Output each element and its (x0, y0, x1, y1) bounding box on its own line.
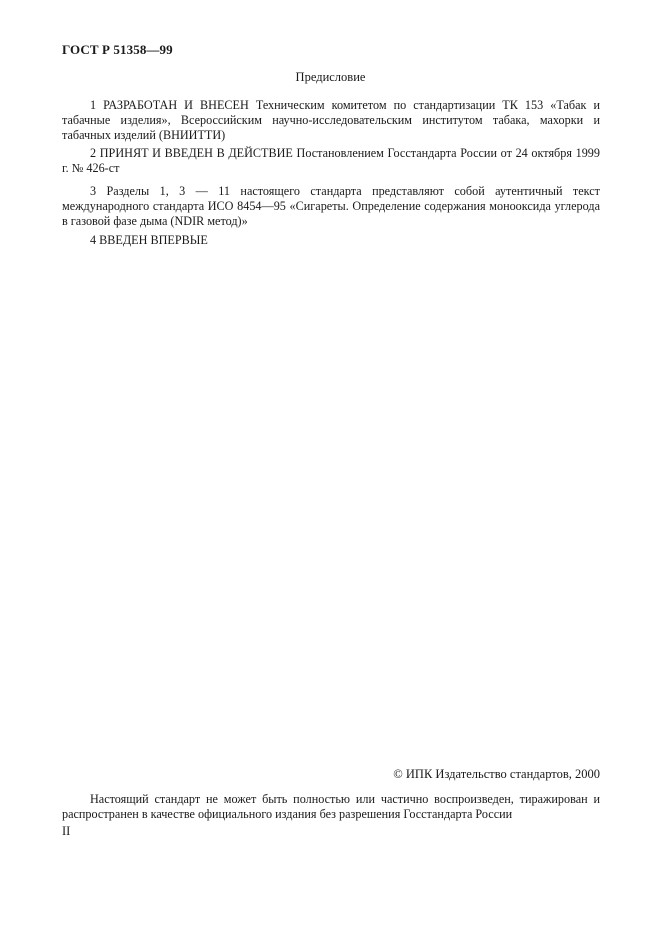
foreword-paragraph-1: 1 РАЗРАБОТАН И ВНЕСЕН Техническим комитетом по стандартизации ТК 153 «Табак и табачные изделия», Всероссийским научно-исследовательским институтом табака, махорки и табачных изделий (ВНИИТТИ) (62, 98, 600, 142)
foreword-title: Предисловие (295, 70, 366, 84)
reproduction-notice: Настоящий стандарт не может быть полностью или частично воспроизведен, тиражирован и распространен в качестве официального издания без разрешения Госстандарта России (62, 792, 600, 821)
foreword-paragraph-3: 3 Разделы 1, 3 — 11 настоящего стандарта представляют собой аутентичный текст международного стандарта ИСО 8454—95 «Сигареты. Определение содержания монооксида углерода в газовой фазе дыма (NDIR метод)» (62, 184, 600, 228)
foreword-paragraph-4: 4 ВВЕДЕН ВПЕРВЫЕ (90, 233, 208, 247)
copyright-line: © ИПК Издательство стандартов, 2000 (393, 767, 600, 781)
page-number: II (62, 824, 71, 838)
foreword-paragraph-2: 2 ПРИНЯТ И ВВЕДЕН В ДЕЙСТВИЕ Постановлением Госстандарта России от 24 октября 1999 г. № 426-ст (62, 146, 600, 175)
document-code-header: ГОСТ Р 51358—99 (62, 42, 173, 57)
